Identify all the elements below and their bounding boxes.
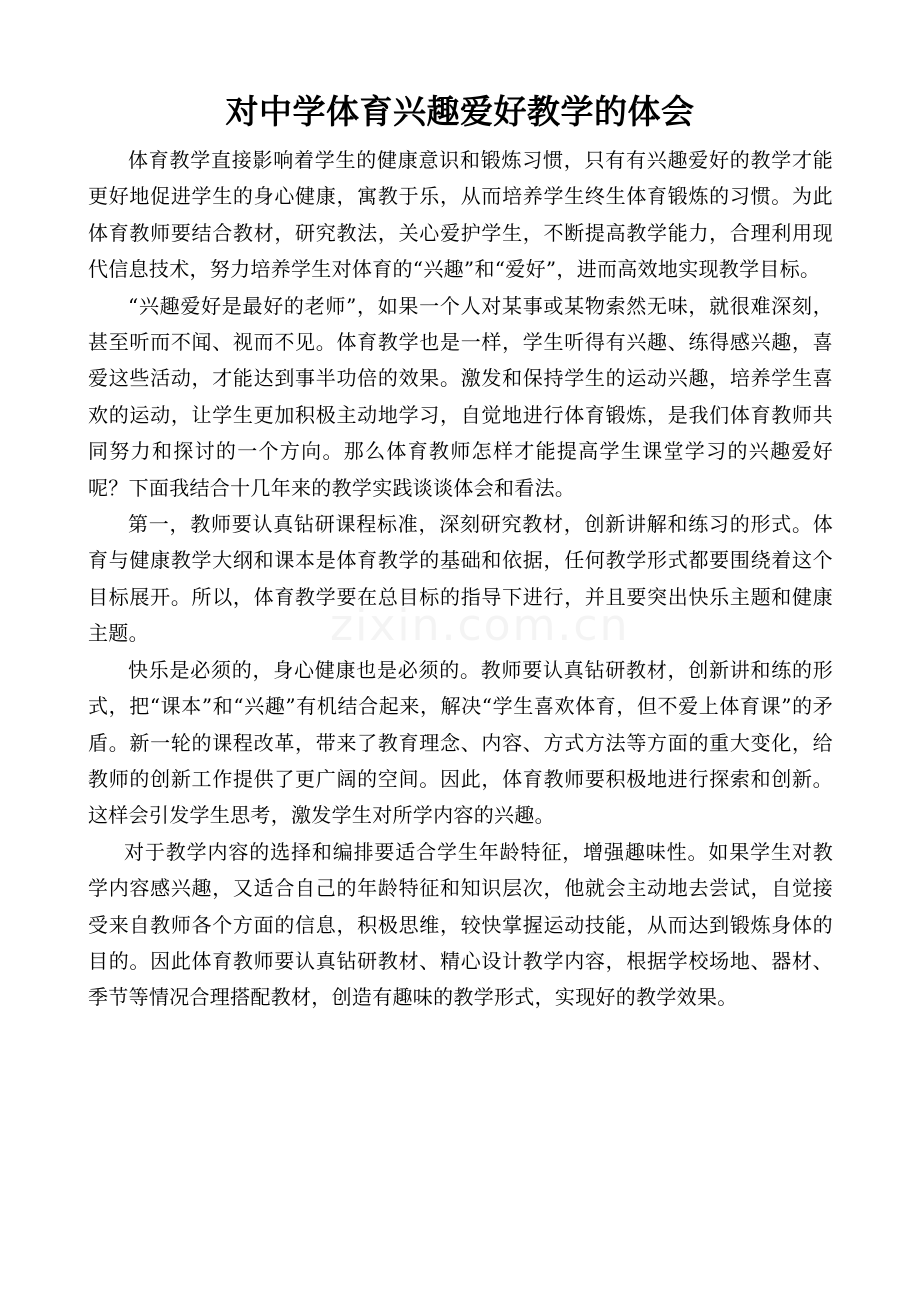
paragraph-interest-teacher: “兴趣爱好是最好的老师”，如果一个人对某事或某物索然无味，就很难深刻，甚至听而不闻、视而不见。体育教学也是一样，学生听得有兴趣、练得感兴趣，喜爱这些活动，才能达到事半功倍的效果。激发和保持学生的运动兴趣，培养学生喜欢的运动，让学生更加积极主动地学习，自觉地进行体育锻炼，是我们体育教师共同努力和探讨的一个方向。那么体育教师怎样才能提高学生课堂学习的兴趣爱好呢？下面我结合十几年来的教学实践谈谈体会和看法。 (88, 293, 833, 500)
paragraph-intro: 体育教学直接影响着学生的健康意识和锻炼习惯，只有有兴趣爱好的教学才能更好地促进学生的身心健康，寓教于乐，从而培养学生终生体育锻炼的习惯。为此体育教师要结合教材，研究教法，关心爱护学生，不断提高教学能力，合理利用现代信息技术，努力培养学生对体育的“兴趣”和“爱好”，进而高效地实现教学目标。 (88, 148, 833, 282)
document-title: 对中学体育兴趣爱好教学的体会 (225, 92, 695, 131)
paragraph-happiness: 快乐是必须的，身心健康也是必须的。教师要认真钻研教材，创新讲和练的形式，把“课本”和“兴趣”有机结合起来，解决“学生喜欢体育，但不爱上体育课”的矛盾。新一轮的课程改革，带来了教育理念、内容、方式方法等方面的重大变化，给教师的创新工作提供了更广阔的空间。因此，体育教师要积极地进行探索和创新。这样会引发学生思考，激发学生对所学内容的兴趣。 (88, 657, 833, 828)
paragraph-content-selection: 对于教学内容的选择和编排要适合学生年龄特征，增强趣味性。如果学生对教学内容感兴趣，又适合自己的年龄特征和知识层次，他就会主动地去尝试，自觉接受来自教师各个方面的信息，积极思维，较快掌握运动技能，从而达到锻炼身体的目的。因此体育教师要认真钻研教材、精心设计教学内容，根据学校场地、器材、季节等情况合理搭配教材，创造有趣味的教学形式，实现好的教学效果。 (88, 839, 833, 1010)
document-body (88, 142, 833, 1016)
watermark: zixin.com.cn (330, 600, 630, 651)
paragraph-first-point: 第一，教师要认真钻研课程标准，深刻研究教材，创新讲解和练习的形式。体育与健康教学大纲和课本是体育教学的基础和依据，任何教学形式都要围绕着这个目标展开。所以，体育教学要在总目标的指导下进行，并且要突出快乐主题和健康主题。 (88, 512, 833, 646)
